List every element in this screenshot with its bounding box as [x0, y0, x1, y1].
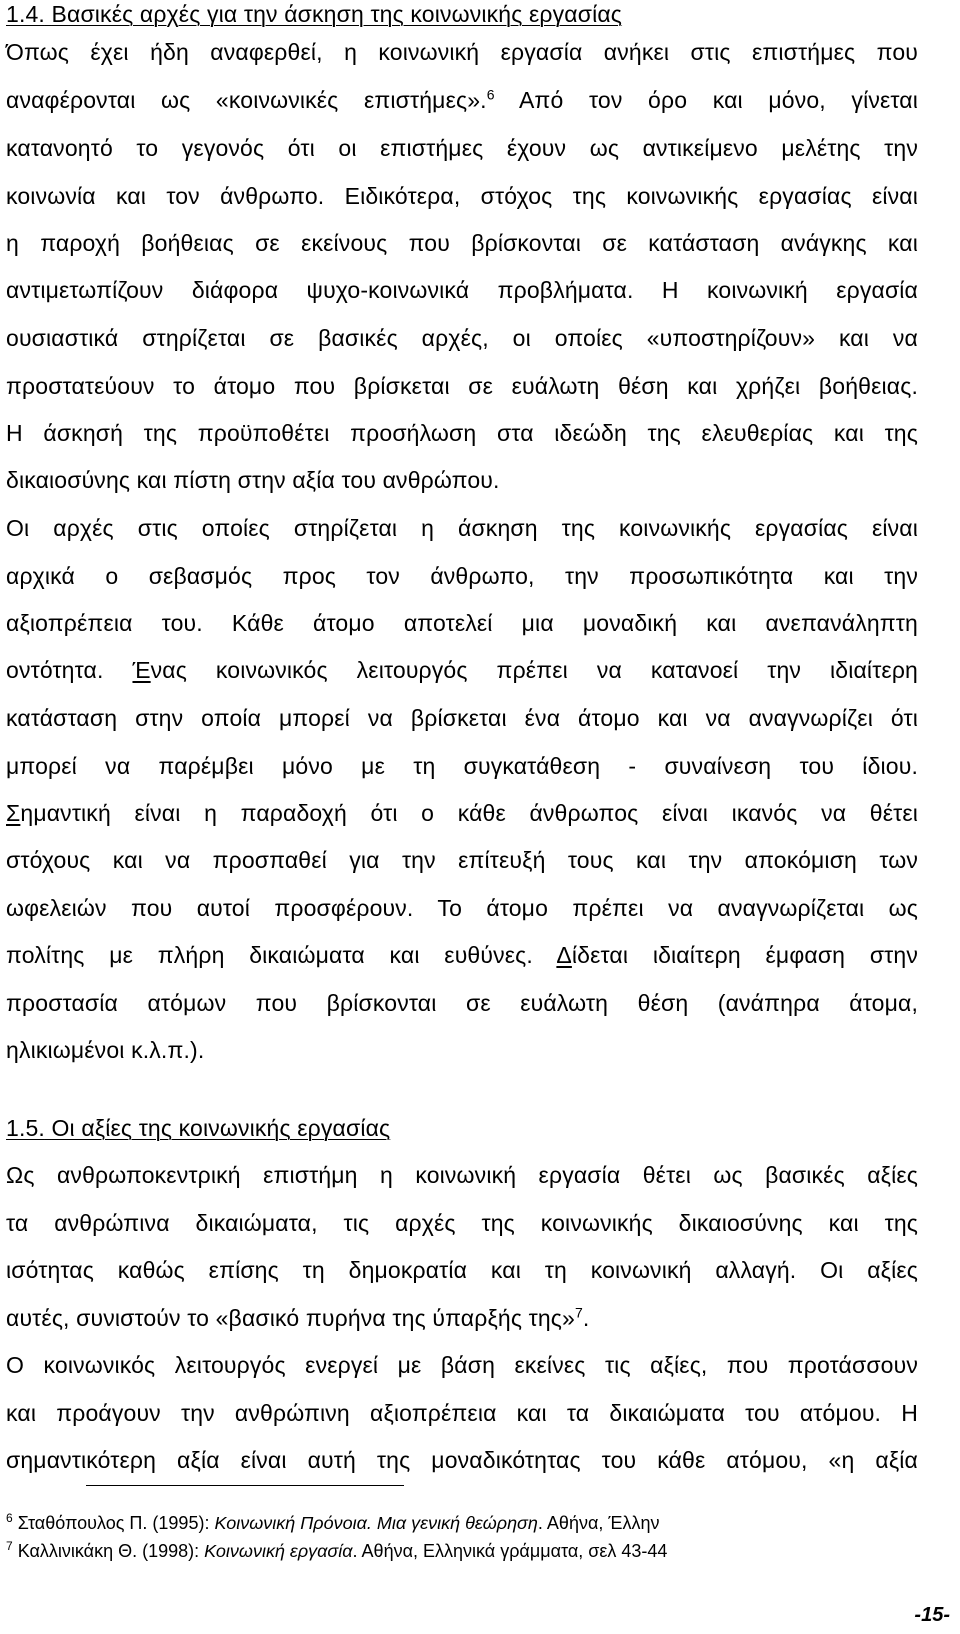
paragraph-line: αντιμετωπίζουν διάφορα ψυχο-κοινωνικά προβλήματα. Η κοινωνική εργασία: [6, 277, 918, 303]
paragraph-line: Ως ανθρωποκεντρική επιστήμη η κοινωνική εργασία θέτει ως βασικές αξίες: [6, 1162, 918, 1188]
paragraph-line: προστασία ατόμων που βρίσκονται σε ευάλωτη θέση (ανάπηρα άτομα,: [6, 990, 918, 1016]
paragraph-line: ουσιαστικά στηρίζεται σε βασικές αρχές, οι οποίες «υποστηρίζουν» και να: [6, 325, 918, 351]
paragraph-line: δικαιοσύνης και πίστη στην αξία του ανθρώπου.: [6, 467, 500, 493]
paragraph-line: ωφελειών που αυτοί προσφέρουν. Το άτομο πρέπει να αναγνωρίζεται ως: [6, 895, 918, 921]
paragraph-line: Οι αρχές στις οποίες στηρίζεται η άσκηση της κοινωνικής εργασίας είναι: [6, 515, 918, 541]
paragraph-line: η παροχή βοήθειας σε εκείνους που βρίσκονται σε κατάσταση ανάγκης και: [6, 230, 918, 256]
section-heading-1-5: [6, 1114, 390, 1142]
paragraph-line: κατανοητό το γεγονός ότι οι επιστήμες έχουν ως αντικείμενο μελέτης την: [6, 135, 918, 161]
footnote-mark: 7: [6, 1539, 13, 1553]
paragraph-line: και προάγουν την ανθρώπινη αξιοπρέπεια και τα δικαιώματα του ατόμου. Η: [6, 1400, 918, 1426]
paragraph-line: πολίτης με πλήρη δικαιώματα και ευθύνες. Δίδεται ιδιαίτερη έμφαση στην: [6, 942, 919, 968]
footnote-ref[interactable]: 7: [574, 1304, 583, 1321]
paragraph-line: αξιοπρέπεια του. Κάθε άτομο αποτελεί μια μοναδική και ανεπανάληπτη: [6, 610, 918, 636]
paragraph-line: προστατεύουν το άτομο που βρίσκεται σε ευάλωτη θέση και χρήζει βοήθειας.: [6, 373, 918, 399]
section-heading-1-4: [6, 0, 622, 28]
paragraph-line: ηλικιωμένοι κ.λ.π.).: [6, 1037, 205, 1063]
paragraph-line: σημαντικότερη αξία είναι αυτή της μοναδικότητας του κάθε ατόμου, «η αξία: [6, 1447, 918, 1473]
paragraph-line: μπορεί να παρέμβει μόνο με τη συγκατάθεση - συναίνεση του ίδιου.: [6, 753, 918, 779]
footnote-separator: [86, 1485, 404, 1486]
section-number: 1.5.: [6, 1115, 45, 1141]
paragraph-line: στόχους και να προσπαθεί για την επίτευξή τους και την αποκόμιση των: [6, 847, 918, 873]
paragraph-line: Ο κοινωνικός λειτουργός ενεργεί με βάση εκείνες τις αξίες, που προτάσσουν: [6, 1352, 918, 1378]
section-number: 1.4.: [6, 1, 45, 27]
paragraph-line: Σημαντική είναι η παραδοχή ότι ο κάθε άνθρωπος είναι ικανός να θέτει: [6, 800, 918, 826]
paragraph-line: Η άσκησή της προϋποθέτει προσήλωση στα ιδεώδη της ελευθερίας και της: [6, 420, 918, 446]
paragraph-line: Όπως έχει ήδη αναφερθεί, η κοινωνική εργασία ανήκει στις επιστήμες που: [6, 39, 918, 65]
footnote-ref[interactable]: 6: [486, 86, 495, 103]
footnote-7: $^7$ Καλλινικάκη Θ. (1998): Κοινωνική εργασία. Αθήνα, Ελληνικά γράμματα, σελ 43-44: [6, 1539, 668, 1561]
paragraph-line: οντότητα. Ένας κοινωνικός λειτουργός πρέπει να κατανοεί την ιδιαίτερη: [6, 657, 919, 683]
section-title: Οι αξίες της κοινωνικής εργασίας: [51, 1115, 391, 1141]
page-number: -15-: [914, 1604, 950, 1626]
paragraph-line: τα ανθρώπινα δικαιώματα, τις αρχές της κοινωνικής δικαιοσύνης και της: [6, 1210, 918, 1236]
paragraph-line: κοινωνία και τον άνθρωπο. Ειδικότερα, στόχος της κοινωνικής εργασίας είναι: [6, 183, 918, 209]
paragraph-line: αυτές, συνιστούν το «βασικό πυρήνα της ύπαρξής της»$^7$.: [6, 1304, 590, 1331]
footnote-6: $^6$ Σταθόπουλος Π. (1995): Κοινωνική Πρόνοια. Μια γενική θεώρηση. Αθήνα, Έλλην: [6, 1511, 660, 1533]
paragraph-line: κατάσταση στην οποία μπορεί να βρίσκεται ένα άτομο και να αναγνωρίζει ότι: [6, 705, 918, 731]
paragraph-line: αναφέρονται ως «κοινωνικές επιστήμες».$^6$ Από τον όρο και μόνο, γίνεται: [6, 86, 918, 113]
paragraph-line: ισότητας καθώς επίσης τη δημοκρατία και τη κοινωνική αλλαγή. Οι αξίες: [6, 1257, 918, 1283]
paragraph-line: αρχικά ο σεβασμός προς τον άνθρωπο, την προσωπικότητα και την: [6, 563, 918, 589]
footnote-title: Κοινωνική Πρόνοια. Μια γενική θεώρηση: [214, 1513, 538, 1533]
section-title: Βασικές αρχές για την άσκηση της κοινωνικής εργασίας: [51, 1, 623, 27]
footnote-mark: 6: [6, 1511, 13, 1525]
footnote-title: Κοινωνική εργασία: [204, 1541, 353, 1561]
